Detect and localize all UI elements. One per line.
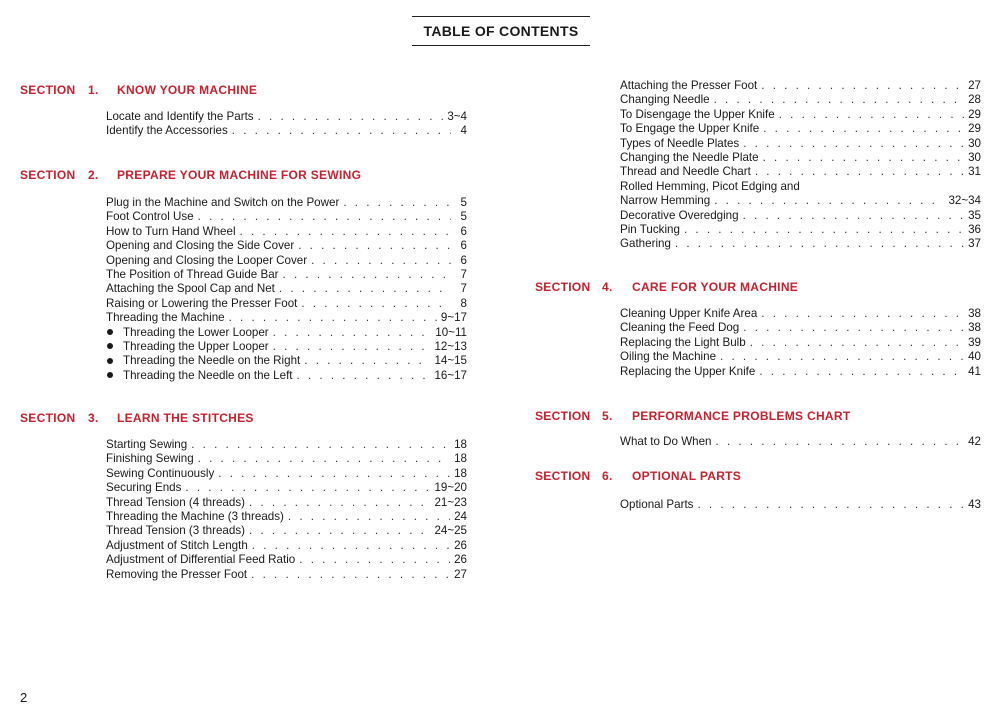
entry-label: Narrow Hemming [620,194,711,208]
dot-leader [249,496,430,510]
entry-page: 14~15 [434,354,467,368]
entry-label: To Engage the Upper Knife [620,122,760,136]
dot-leader [311,254,451,268]
entry-label [106,326,269,340]
entry-page: 29 [968,107,981,121]
entry-label: The Position of Thread Guide Bar [106,267,279,281]
dot-leader [763,122,964,136]
dot-leader [279,282,451,296]
dot-leader [761,307,964,321]
toc-entry [620,93,981,107]
dot-leader [218,467,450,481]
toc-entry [106,496,467,510]
entry-page: 30 [968,150,981,164]
section-title: OPTIONAL PARTS [632,469,742,483]
entry-page: 31 [968,165,981,179]
entry-page: 21~23 [434,495,467,509]
section-3-entries [106,438,467,582]
toc-entry [620,108,981,122]
toc-entry [620,350,981,364]
toc-entry [620,321,981,335]
section-title: PREPARE YOUR MACHINE FOR SEWING [117,168,362,182]
section-number: 1. [88,83,99,97]
entry-page: 18 [454,466,467,480]
dot-leader [716,435,965,449]
section-number: 3. [88,411,99,425]
entry-label: Attaching the Spool Cap and Net [106,282,275,296]
dot-leader [198,452,450,466]
dot-leader [761,79,964,93]
entry-page: 6 [460,239,467,253]
entry-label [106,340,269,354]
entry-label: Adjustment of Stitch Length [106,538,248,552]
entry-page: 19~20 [434,481,467,495]
entry-page: 12~13 [434,339,467,353]
entry-label: Oiling the Machine [620,350,717,364]
dot-leader [240,225,451,239]
dot-leader [191,438,450,452]
toc-entry [106,369,467,383]
page-title: TABLE OF CONTENTS [412,16,590,46]
section-title: KNOW YOUR MACHINE [117,83,258,97]
dot-leader [714,93,964,107]
entry-page: 43 [968,498,981,511]
entry-label: Identify the Accessories [106,124,228,138]
entry-label: Securing Ends [106,481,182,495]
entry-label: Starting Sewing [106,438,188,451]
entry-label: Plug in the Machine and Switch on the Power [106,196,340,209]
entry-page: 4 [460,124,467,138]
dot-leader [198,210,451,224]
entry-page: 7 [460,267,467,281]
toc-entry [106,340,467,354]
dot-leader [779,108,964,122]
entry-page: 6 [460,224,467,238]
toc-entry [106,524,467,538]
entry-label-text: Threading the Needle on the Left [123,368,293,382]
entry-label-text: Threading the Needle on the Right [123,354,301,368]
dot-leader [759,365,964,379]
section-title: PERFORMANCE PROBLEMS CHART [632,409,851,423]
toc-entry [620,435,981,449]
entry-label: What to Do When [620,435,712,448]
entry-label: Sewing Continuously [106,466,215,480]
entry-label: Types of Needle Plates [620,136,740,150]
toc-entry [620,237,981,251]
entry-page: 28 [968,93,981,107]
section-6-entries [620,498,981,512]
dot-leader [714,194,944,208]
toc-entry [106,225,467,239]
entry-page: 6 [460,253,467,267]
entry-page: 8 [460,296,467,310]
entry-label: Changing the Needle Plate [620,150,759,164]
toc-entry [106,510,467,524]
entry-page: 18 [454,452,467,466]
section-label: SECTION [535,409,591,423]
entry-page: 24 [454,509,467,523]
entry-page: 40 [968,350,981,364]
section-title: CARE FOR YOUR MACHINE [632,280,799,294]
entry-page: 16~17 [434,368,467,382]
toc-entry [620,180,981,194]
entry-label [106,354,300,368]
dot-leader [720,350,964,364]
dot-leader [743,137,964,151]
section-1-entries [106,110,467,139]
entry-label-text: Threading the Upper Looper [123,339,269,353]
toc-entry [106,354,467,368]
toc-entry [106,268,467,282]
dot-leader [743,209,965,223]
section-number: 4. [602,280,613,294]
toc-entry [620,151,981,165]
entry-label: Replacing the Light Bulb [620,335,746,349]
toc-entry [106,282,467,296]
entry-page: 5 [460,210,467,224]
dot-leader [297,369,431,383]
entry-page: 24~25 [434,524,467,538]
dot-leader [273,326,432,340]
section-label: SECTION [20,411,76,425]
dot-leader [743,321,964,335]
entry-label: Locate and Identify the Parts [106,110,254,123]
page-number: 2 [20,690,28,705]
dot-leader [229,311,437,325]
entry-page: 27 [454,567,467,581]
entry-page: 37 [968,237,981,251]
entry-page: 26 [454,553,467,567]
dot-leader [755,165,964,179]
dot-leader [251,568,450,582]
entry-page: 39 [968,335,981,349]
bullet-icon [107,329,113,335]
entry-label: Foot Control Use [106,210,194,224]
dot-leader [249,524,430,538]
section-label: SECTION [20,83,76,97]
toc-entry [106,326,467,340]
toc-entry [106,196,467,210]
entry-page: 30 [968,136,981,150]
toc-entry [620,498,981,512]
section-label: SECTION [535,469,591,483]
entry-page: 36 [968,222,981,236]
entry-page: 18 [454,438,467,451]
toc-entry [106,539,467,553]
entry-label: How to Turn Hand Wheel [106,224,236,238]
toc-entry [106,467,467,481]
bullet-icon [107,358,113,364]
entry-label: Thread and Needle Chart [620,165,751,179]
dot-leader [298,239,451,253]
toc-entry [106,254,467,268]
dot-leader [299,553,450,567]
section-label: SECTION [535,280,591,294]
entry-page: 29 [968,122,981,136]
section-5-entries [620,435,981,449]
toc-entry [620,365,981,379]
toc-entry [106,124,467,138]
entry-page: 32~34 [948,194,981,208]
dot-leader [288,510,450,524]
entry-page: 38 [968,321,981,335]
section-number: 6. [602,469,613,483]
entry-label: Rolled Hemming, Picot Edging and [620,179,800,193]
entry-page: 27 [968,79,981,92]
entry-page: 26 [454,538,467,552]
section-title: LEARN THE STITCHES [117,411,254,425]
dot-leader [258,110,444,124]
dot-leader [273,340,431,354]
section-2-entries [106,196,467,383]
entry-label: Finishing Sewing [106,452,194,466]
entry-page: 35 [968,208,981,222]
toc-entry [620,137,981,151]
toc-entry [106,297,467,311]
dot-leader [301,297,451,311]
toc-entry [620,209,981,223]
dot-leader [750,336,964,350]
toc-entry [106,210,467,224]
entry-label: Thread Tension (4 threads) [106,495,245,509]
bullet-icon [107,343,113,349]
entry-label: Threading the Machine [106,311,225,325]
dot-leader [304,354,430,368]
toc-entry [106,110,467,124]
bullet-icon [107,372,113,378]
section-number: 2. [88,168,99,182]
entry-page: 9~17 [440,311,467,325]
entry-label-text: Threading the Lower Looper [123,325,269,339]
dot-leader [252,539,450,553]
toc-entry [620,165,981,179]
dot-leader [697,498,964,512]
toc-entry [106,311,467,325]
section-label: SECTION [20,168,76,182]
entry-page: 5 [460,196,467,209]
entry-page: 10~11 [435,325,467,339]
dot-leader [675,237,964,251]
dot-leader [232,124,451,138]
entry-page: 42 [968,435,981,448]
entry-label: Cleaning the Feed Dog [620,321,740,335]
entry-label [106,369,293,383]
section-4-entries [620,307,981,379]
entry-label: Replacing the Upper Knife [620,364,756,378]
entry-label: Decorative Overedging [620,208,739,222]
section-3-continued-entries [620,79,981,252]
toc-entry [106,481,467,495]
toc-entry [106,568,467,582]
toc-entry [106,452,467,466]
dot-leader [283,268,451,282]
entry-label: Raising or Lowering the Presser Foot [106,296,298,310]
entry-label: Threading the Machine (3 threads) [106,509,284,523]
entry-page: 3~4 [447,110,467,123]
toc-entry [106,438,467,452]
entry-page: 38 [968,307,981,320]
entry-label: Gathering [620,237,671,251]
dot-leader [343,196,451,210]
entry-label: Cleaning Upper Knife Area [620,307,758,320]
toc-entry [106,239,467,253]
dot-leader [763,151,965,165]
toc-entry [106,553,467,567]
toc-entry [620,194,981,208]
toc-entry [620,223,981,237]
dot-leader [185,481,430,495]
toc-entry [620,307,981,321]
entry-label: Opening and Closing the Looper Cover [106,253,308,267]
entry-label: Removing the Presser Foot [106,567,248,581]
toc-entry [620,122,981,136]
section-number: 5. [602,409,613,423]
entry-label: Pin Tucking [620,222,680,236]
entry-label: Opening and Closing the Side Cover [106,239,295,253]
entry-label: Attaching the Presser Foot [620,79,758,92]
entry-label: Changing Needle [620,93,710,107]
entry-page: 7 [460,282,467,296]
entry-label: Thread Tension (3 threads) [106,524,245,538]
entry-label: To Disengage the Upper Knife [620,107,775,121]
toc-entry [620,336,981,350]
entry-label: Optional Parts [620,498,694,511]
dot-leader [684,223,964,237]
toc-entry [620,79,981,93]
entry-label: Adjustment of Differential Feed Ratio [106,553,296,567]
entry-page: 41 [968,364,981,378]
